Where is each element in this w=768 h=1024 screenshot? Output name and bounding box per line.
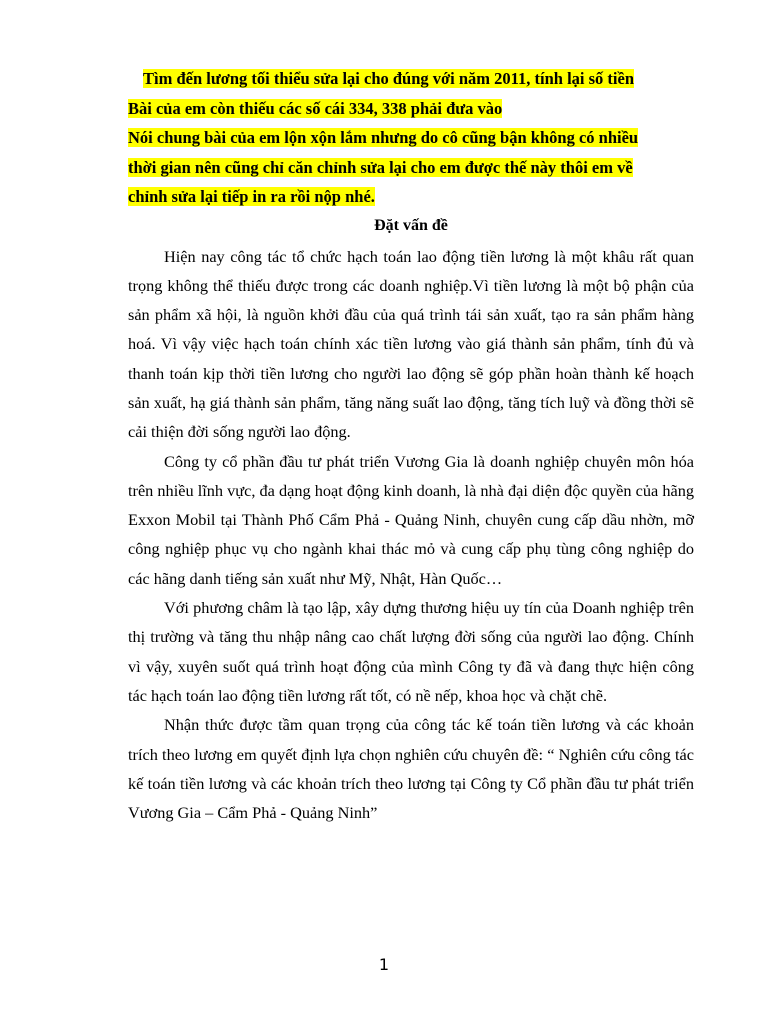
section-heading: Đặt vấn đề bbox=[374, 216, 448, 234]
page-content bbox=[128, 64, 694, 827]
highlighted-text: thời gian nên cũng chỉ căn chỉnh sửa lại cho em được thế này thôi em về bbox=[128, 157, 633, 177]
highlighted-text: Nói chung bài của em lộn xộn lắm nhưng do cô cũng bận không có nhiều bbox=[128, 128, 639, 147]
body-paragraph: Công ty cổ phần đầu tư phát triển Vương Gia là doanh nghiệp chuyên môn hóa trên nhiều lĩnh vực, đa dạng hoạt động kinh doanh, là nhà đại diện độc quyền của hãng Exxon Mobil tại Thành Phố Cẩm Phả - Quảng Ninh, chuyên cung cấp dầu nhờn, mỡ công nghiệp phục vụ cho ngành khai thác mỏ và cung cấp phụ tùng công nghiệp do các hãng danh tiếng sản xuất như Mỹ, Nhật, Hàn Quốc… bbox=[128, 451, 694, 588]
highlighted-text: chỉnh sửa lại tiếp in ra rồi nộp nhé. bbox=[128, 187, 375, 206]
highlighted-text: Bài của em còn thiếu các số cái 334, 338 phải đưa vào bbox=[128, 98, 503, 118]
page-number: 1 bbox=[378, 955, 390, 974]
highlighted-text: Tìm đến lương tối thiểu sửa lại cho đúng với năm 2011, tính lại số tiền bbox=[143, 69, 634, 88]
teacher-note-line bbox=[128, 64, 694, 94]
teacher-note-line bbox=[128, 123, 694, 153]
teacher-note-line bbox=[128, 153, 694, 183]
body-paragraph: Với phương châm là tạo lập, xây dựng thương hiệu uy tín của Doanh nghiệp trên thị trường và tăng thu nhập nâng cao chất lượng đời sống của người lao động. Chính vì vậy, xuyên suốt quá trình hoạt động của mình Công ty đã và đang thực hiện công tác hạch toán lao động tiền lương rất tốt, có nề nếp, khoa học và chặt chẽ. bbox=[128, 598, 694, 705]
body-paragraph: Nhận thức được tầm quan trọng của công tác kế toán tiền lương và các khoản trích theo lương em quyết định lựa chọn nghiên cứu chuyên đề: “ Nghiên cứu công tác kế toán tiền lương và các khoản trích theo lương tại Công ty Cổ phần đầu tư phát triển Vương Gia – Cẩm Phả - Quảng Ninh” bbox=[128, 715, 694, 823]
teacher-note-line bbox=[128, 182, 694, 212]
body-paragraph: Hiện nay công tác tổ chức hạch toán lao động tiền lương là một khâu rất quan trọng không thể thiếu được trong các doanh nghiệp.Vì tiền lương là một bộ phận của sản phẩm xã hội, là nguồn khởi đầu của quá trình tái sản xuất, tạo ra sản phẩm hàng hoá. Vì vậy việc hạch toán chính xác tiền lương vào giá thành sản phẩm, tính đủ và thanh toán kịp thời tiền lương cho người lao động sẽ góp phần hoàn thành kế hoạch sản xuất, hạ giá thành sản phẩm, tăng năng suất lao động, tăng tích luỹ và đồng thời sẽ cải thiện đời sống người lao động. bbox=[128, 246, 694, 442]
teacher-note-line bbox=[128, 94, 694, 124]
